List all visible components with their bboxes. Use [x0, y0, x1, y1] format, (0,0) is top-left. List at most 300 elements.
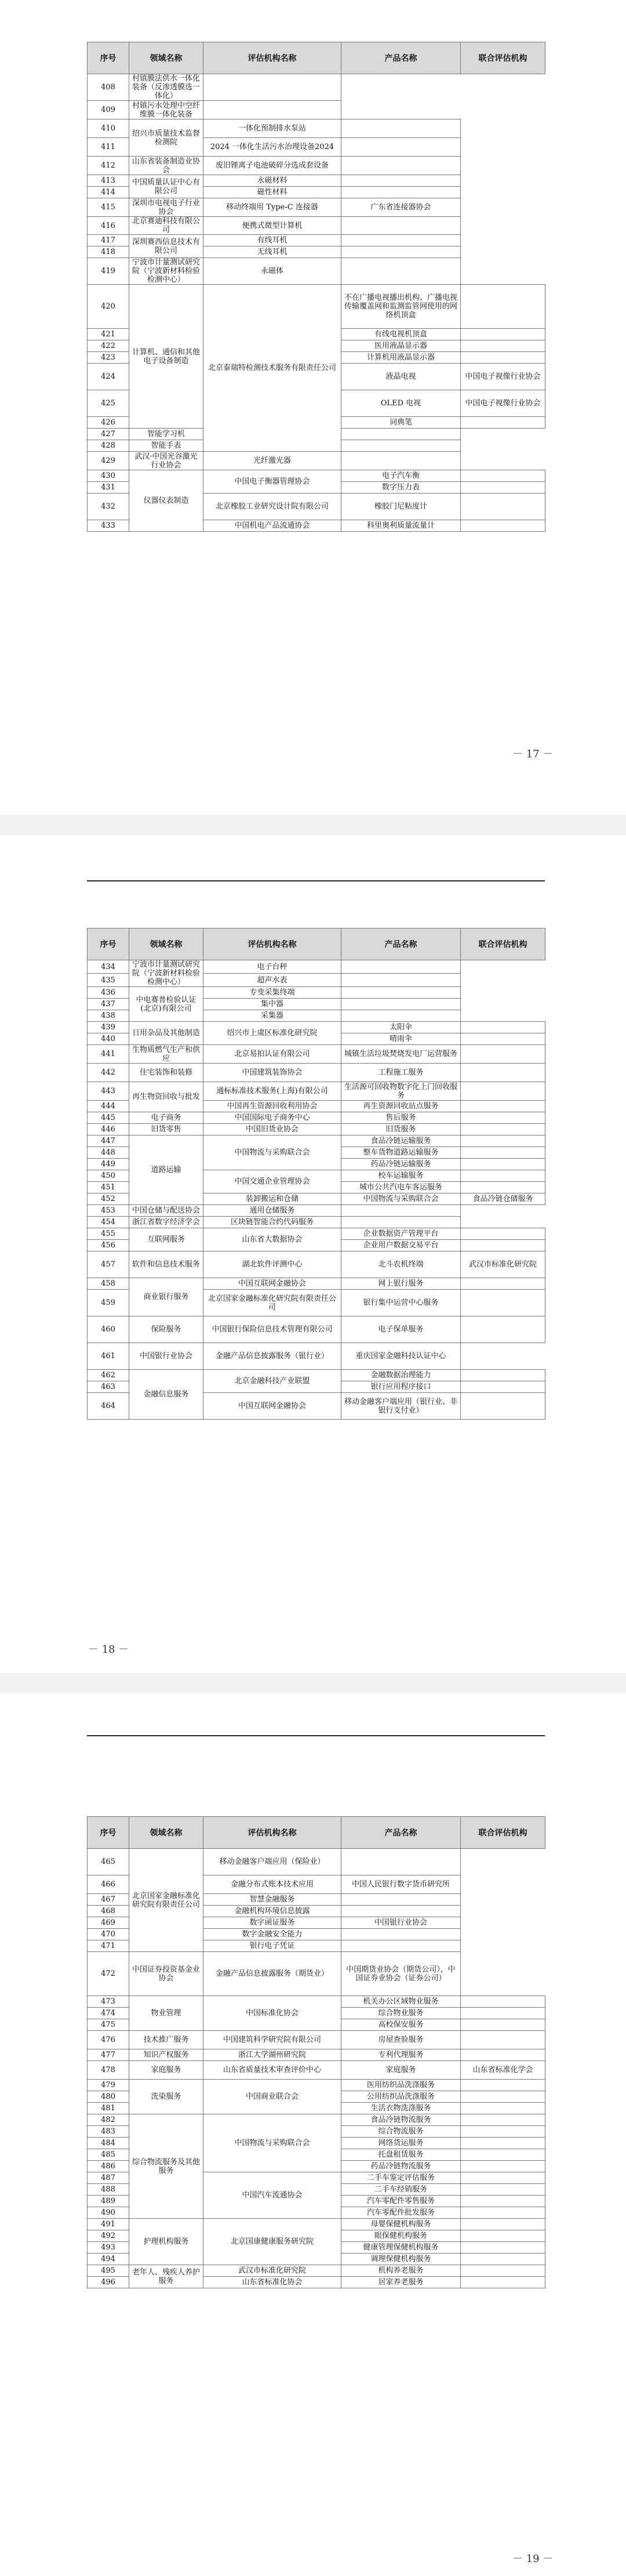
domain-cell: 商业银行服务 — [129, 1278, 203, 1316]
table-row — [88, 119, 545, 138]
header-agency: 评估机构名称 — [203, 42, 341, 74]
serial-number-cell: 436 — [88, 987, 129, 999]
product-cell: 调理保健机构服务 — [341, 2254, 461, 2265]
agency-cell: 北京国康健康服务研究院 — [203, 2219, 341, 2265]
header-joint-agency: 联合评估机构 — [461, 928, 545, 960]
agency-cell: 武汉·中国光谷激光行业协会 — [129, 452, 203, 470]
joint-agency-cell — [341, 999, 461, 1010]
table-row — [88, 1952, 545, 1996]
agency-cell: 中国银行业协会 — [129, 1343, 203, 1370]
serial-number-cell: 421 — [88, 329, 129, 340]
agency-cell: 浙江大学湖州研究院 — [203, 2049, 341, 2061]
agency-cell: 北京国家金融标准化研究院有限责任公司 — [203, 1290, 341, 1316]
serial-number-cell: 454 — [88, 1217, 129, 1228]
product-cell: 食品冷链物流服务 — [341, 2114, 461, 2126]
table-row — [88, 452, 545, 470]
product-cell: 机构养老服务 — [341, 2265, 461, 2277]
joint-agency-cell — [461, 2138, 545, 2149]
agency-cell: 北京金融科技产业联盟 — [203, 1370, 341, 1393]
product-cell: 便携式微型计算机 — [203, 217, 341, 235]
serial-number-cell: 459 — [88, 1290, 129, 1316]
product-cell: 网络货运服务 — [341, 2138, 461, 2149]
table-row — [88, 1022, 545, 1033]
product-cell: 医用纺织品洗涤服务 — [341, 2080, 461, 2091]
joint-agency-cell — [341, 974, 461, 987]
serial-number-cell: 423 — [88, 352, 129, 364]
table-body-p0 — [88, 74, 545, 532]
serial-number-cell: 424 — [88, 364, 129, 390]
joint-agency-cell — [461, 2126, 545, 2138]
joint-agency-cell — [341, 1205, 461, 1217]
joint-agency-cell — [461, 2031, 545, 2049]
agency-cell: 武汉市标准化研究院 — [203, 2265, 341, 2277]
joint-agency-cell — [341, 119, 461, 138]
joint-agency-cell — [461, 1045, 545, 1064]
serial-number-cell: 408 — [88, 74, 129, 101]
table-row — [88, 960, 545, 974]
product-cell: OLED 电视 — [341, 390, 461, 417]
serial-number-cell: 457 — [88, 1251, 129, 1278]
serial-number-cell: 416 — [88, 217, 129, 235]
page-17 — [0, 0, 626, 815]
serial-number-cell: 482 — [88, 2114, 129, 2126]
serial-number-cell: 477 — [88, 2049, 129, 2061]
agency-cell: 中国银行保险信息技术管理有限公司 — [203, 1316, 341, 1343]
domain-cell: 护理机构服务 — [129, 2219, 203, 2265]
joint-agency-cell — [461, 1228, 545, 1240]
serial-number-cell: 432 — [88, 494, 129, 520]
product-cell: 综合物流服务 — [341, 2126, 461, 2138]
table-row — [88, 470, 545, 482]
evaluation-table-page-17 — [87, 42, 545, 532]
table-row — [88, 1849, 545, 1875]
agency-cell: 中国物流与采购联合会 — [203, 2114, 341, 2172]
domain-cell: 住宅装饰和装修 — [129, 1064, 203, 1082]
serial-number-cell: 488 — [88, 2184, 129, 2196]
serial-number-cell: 431 — [88, 482, 129, 494]
joint-agency-cell: 中国银行业协会 — [341, 1917, 461, 1929]
agency-cell: 宁波市计量测试研究院（宁波新材料检验检测中心） — [129, 960, 203, 987]
joint-agency-cell — [461, 1159, 545, 1170]
table-row — [88, 1135, 545, 1147]
joint-agency-cell — [461, 1022, 545, 1033]
product-cell: 北斗农机终端 — [341, 1251, 461, 1278]
product-cell: 数字函证服务 — [203, 1917, 341, 1929]
agency-cell: 中国互联网金融协会 — [203, 1278, 341, 1290]
table-row — [88, 285, 545, 329]
product-cell: 采集器 — [203, 1010, 341, 1022]
product-cell: 一体化预制排水泵站 — [203, 119, 341, 138]
product-cell: 健康管理保健机构服务 — [341, 2242, 461, 2254]
table-row — [88, 2061, 545, 2080]
joint-agency-cell — [461, 2149, 545, 2161]
serial-number-cell: 437 — [88, 999, 129, 1010]
joint-agency-cell: 山东省标准化学会 — [461, 2061, 545, 2080]
product-cell: 光纤激光器 — [203, 452, 341, 470]
serial-number-cell: 476 — [88, 2031, 129, 2049]
table-row — [88, 1996, 545, 2008]
serial-number-cell: 429 — [88, 452, 129, 470]
product-cell: 金融数据治理能力 — [341, 1370, 461, 1381]
product-cell: 医用液晶显示器 — [341, 340, 461, 352]
agency-cell: 中国互联网金融协会 — [203, 1393, 341, 1420]
product-cell: 村镇污水处理中空纤维膜一体化装备 — [129, 101, 203, 119]
serial-number-cell: 467 — [88, 1894, 129, 1906]
product-cell: 永磁材料 — [203, 175, 341, 187]
serial-number-cell: 462 — [88, 1370, 129, 1381]
product-cell: 银行应用程序接口 — [341, 1381, 461, 1393]
serial-number-cell: 483 — [88, 2126, 129, 2138]
product-cell: 食品冷链仓储服务 — [461, 1193, 545, 1205]
product-cell: 晴雨伞 — [341, 1033, 461, 1045]
joint-agency-cell — [341, 235, 461, 246]
product-cell: 房屋查验服务 — [341, 2031, 461, 2049]
product-cell: 有线电视机顶盒 — [341, 329, 461, 340]
serial-number-cell: 440 — [88, 1033, 129, 1045]
joint-agency-cell — [461, 2008, 545, 2019]
joint-agency-cell — [461, 1182, 545, 1193]
agency-cell: 中国物流与采购联合会 — [341, 1193, 461, 1205]
joint-agency-cell — [461, 494, 545, 520]
serial-number-cell: 484 — [88, 2138, 129, 2149]
product-cell: 校车运输服务 — [341, 1170, 461, 1182]
serial-number-cell: 489 — [88, 2196, 129, 2207]
serial-number-cell: 469 — [88, 1917, 129, 1929]
product-cell: 综合物业服务 — [341, 2008, 461, 2019]
product-cell: 汽车零配件批发服务 — [341, 2207, 461, 2219]
table-row — [88, 2080, 545, 2091]
table-row — [88, 157, 545, 175]
joint-agency-cell — [461, 417, 545, 429]
joint-agency-cell — [203, 101, 341, 119]
domain-cell: 仪器仪表制造 — [129, 470, 203, 532]
domain-cell: 洗染服务 — [129, 2080, 203, 2114]
agency-cell: 通标标准技术服务(上海)有限公司 — [203, 1082, 341, 1101]
serial-number-cell: 411 — [88, 138, 129, 157]
table-row — [88, 1343, 545, 1370]
product-cell: 移动金融客户端应用（银行业、非银行支付业） — [341, 1393, 461, 1420]
table-row — [88, 1112, 545, 1124]
serial-number-cell: 438 — [88, 1010, 129, 1022]
joint-agency-cell — [461, 2230, 545, 2242]
product-cell: 智慧金融服务 — [203, 1894, 341, 1906]
header-product: 产品名称 — [341, 42, 461, 74]
table-row — [88, 258, 545, 285]
product-cell: 词典笔 — [341, 417, 461, 429]
serial-number-cell: 458 — [88, 1278, 129, 1290]
joint-agency-cell — [461, 2019, 545, 2031]
product-cell: 金融产品信息披露服务（期货业） — [203, 1952, 341, 1996]
product-cell: 橡胶门尼粘度计 — [341, 494, 461, 520]
joint-agency-cell: 中国电子视像行业协会 — [461, 364, 545, 390]
header-agency: 评估机构名称 — [203, 1817, 341, 1849]
table-row — [88, 74, 545, 101]
product-cell: 电子台秤 — [203, 960, 341, 974]
serial-number-cell: 492 — [88, 2230, 129, 2242]
product-cell: 村镇膜法供水一体化装备（反渗透膜选一体化） — [129, 74, 203, 101]
agency-cell: 深圳市电视电子行业协会 — [129, 198, 203, 217]
header-product: 产品名称 — [341, 1817, 461, 1849]
agency-cell: 绍兴市质量技术监督检测院 — [129, 119, 203, 157]
header-serial: 序号 — [88, 928, 129, 960]
joint-agency-cell — [461, 2184, 545, 2196]
agency-cell: 中国旧货业协会 — [203, 1124, 341, 1135]
serial-number-cell: 448 — [88, 1147, 129, 1159]
serial-number-cell: 495 — [88, 2265, 129, 2277]
table-header-row — [88, 928, 545, 960]
product-cell: 网上银行服务 — [341, 1278, 461, 1290]
joint-agency-cell — [203, 74, 341, 101]
serial-number-cell: 426 — [88, 417, 129, 429]
joint-agency-cell: 重庆国家金融科技认证中心 — [341, 1343, 461, 1370]
header-domain: 领域名称 — [129, 1817, 203, 1849]
domain-cell: 生物质燃气生产和供应 — [129, 1045, 203, 1064]
product-cell: 超声水表 — [203, 974, 341, 987]
joint-agency-cell — [341, 1217, 461, 1228]
domain-cell: 道路运输 — [129, 1135, 203, 1205]
agency-cell: 北京国家金融标准化研究院有限责任公司 — [129, 1849, 203, 1952]
serial-number-cell: 490 — [88, 2207, 129, 2219]
table-body-p2 — [88, 1849, 545, 2288]
agency-cell: 宁波市计量测试研究院（宁波新材料检验检测中心） — [129, 258, 203, 285]
joint-agency-cell — [461, 1101, 545, 1112]
joint-agency-cell — [461, 2196, 545, 2207]
joint-agency-cell — [341, 1849, 461, 1875]
joint-agency-cell — [341, 960, 461, 974]
serial-number-cell: 452 — [88, 1193, 129, 1205]
domain-cell: 老年人、残疾人养护服务 — [129, 2265, 203, 2288]
product-cell: 城镇生活垃圾焚烧发电厂运营服务 — [341, 1045, 461, 1064]
product-cell: 药品冷链物流服务 — [341, 2161, 461, 2172]
agency-cell: 中国机电产品流通协会 — [203, 520, 341, 532]
table-row — [88, 1370, 545, 1381]
product-cell: 旧货服务 — [341, 1124, 461, 1135]
product-cell: 高校保安服务 — [341, 2019, 461, 2031]
table-row — [88, 198, 545, 217]
product-cell: 液晶电视 — [341, 364, 461, 390]
serial-number-cell: 464 — [88, 1393, 129, 1420]
serial-number-cell: 463 — [88, 1381, 129, 1393]
agency-cell: 中国再生资源回收利用协会 — [203, 1101, 341, 1112]
joint-agency-cell — [461, 2091, 545, 2103]
product-cell: 区块链智能合约代码服务 — [203, 1217, 341, 1228]
joint-agency-cell — [341, 187, 461, 198]
joint-agency-cell — [341, 258, 461, 285]
joint-agency-cell — [461, 1381, 545, 1393]
serial-number-cell: 439 — [88, 1022, 129, 1033]
serial-number-cell: 456 — [88, 1240, 129, 1251]
product-cell: 金融机构环境信息披露 — [203, 1906, 341, 1917]
product-cell: 专利代理服务 — [341, 2049, 461, 2061]
product-cell: 集中器 — [203, 999, 341, 1010]
serial-number-cell: 422 — [88, 340, 129, 352]
joint-agency-cell — [341, 157, 461, 175]
serial-number-cell: 455 — [88, 1228, 129, 1240]
product-cell: 通用仓储服务 — [203, 1205, 341, 1217]
agency-cell: 山东省大数据协会 — [203, 1228, 341, 1251]
agency-cell: 中国标准化协会 — [203, 1996, 341, 2031]
agency-cell: 中国仓储与配送协会 — [129, 1205, 203, 1217]
domain-cell: 计算机、通信和其他电子设备制造 — [129, 285, 203, 429]
joint-agency-cell: 武汉市标准化研究院 — [461, 1251, 545, 1278]
agency-cell: 浙江省数字经济学会 — [129, 1217, 203, 1228]
product-cell: 汽车零配件零售服务 — [341, 2196, 461, 2207]
serial-number-cell: 460 — [88, 1316, 129, 1343]
table-row — [88, 1124, 545, 1135]
product-cell: 智能手表 — [129, 440, 203, 452]
product-cell: 工程施工服务 — [341, 1064, 461, 1082]
product-cell: 机关办公区域物业服务 — [341, 1996, 461, 2008]
serial-number-cell: 486 — [88, 2161, 129, 2172]
header-serial: 序号 — [88, 1817, 129, 1849]
domain-cell: 金融信息服务 — [129, 1370, 203, 1420]
header-joint-agency: 联合评估机构 — [461, 1817, 545, 1849]
joint-agency-cell — [461, 1124, 545, 1135]
serial-number-cell: 479 — [88, 2080, 129, 2091]
joint-agency-cell: 广东省连接器协会 — [341, 198, 461, 217]
header-domain: 领域名称 — [129, 928, 203, 960]
product-cell: 金融产品信息披露服务（银行业） — [203, 1343, 341, 1370]
serial-number-cell: 434 — [88, 960, 129, 974]
serial-number-cell: 474 — [88, 2008, 129, 2019]
table-body-p1 — [88, 960, 545, 1420]
serial-number-cell: 472 — [88, 1952, 129, 1996]
header-rule — [87, 880, 545, 881]
serial-number-cell: 468 — [88, 1906, 129, 1917]
serial-number-cell: 418 — [88, 246, 129, 258]
joint-agency-cell — [461, 340, 545, 352]
joint-agency-cell — [461, 2219, 545, 2230]
agency-cell: 深圳赛西信息技术有限公司 — [129, 235, 203, 258]
table-row — [88, 2265, 545, 2277]
joint-agency-cell — [461, 2265, 545, 2277]
table-row — [88, 1316, 545, 1343]
serial-number-cell: 485 — [88, 2149, 129, 2161]
joint-agency-cell — [461, 1170, 545, 1182]
joint-agency-cell — [341, 1906, 461, 1917]
domain-cell: 知识产权服务 — [129, 2049, 203, 2061]
serial-number-cell: 461 — [88, 1343, 129, 1370]
joint-agency-cell — [461, 2172, 545, 2184]
joint-agency-cell — [461, 352, 545, 364]
product-cell: 整车货物道路运输服务 — [341, 1147, 461, 1159]
joint-agency-cell — [461, 1370, 545, 1381]
joint-agency-cell — [461, 1064, 545, 1082]
product-cell: 无线耳机 — [203, 246, 341, 258]
serial-number-cell: 427 — [88, 429, 129, 440]
joint-agency-cell — [341, 217, 461, 235]
serial-number-cell: 496 — [88, 2277, 129, 2288]
joint-agency-cell — [341, 175, 461, 187]
serial-number-cell: 420 — [88, 285, 129, 329]
joint-agency-cell — [461, 1240, 545, 1251]
joint-agency-cell — [461, 285, 545, 329]
serial-number-cell: 419 — [88, 258, 129, 285]
domain-cell: 物业管理 — [129, 1996, 203, 2031]
serial-number-cell: 414 — [88, 187, 129, 198]
agency-cell: 山东省标准化协会 — [203, 2277, 341, 2288]
serial-number-cell: 447 — [88, 1135, 129, 1147]
joint-agency-cell: 中国电子视像行业协会 — [461, 390, 545, 417]
table-row — [88, 2031, 545, 2049]
product-cell: 二手车鉴定评估服务 — [341, 2172, 461, 2184]
product-cell: 废旧锂离子电池破碎分选成套设备 — [203, 157, 341, 175]
product-cell: 电子汽车衡 — [341, 470, 461, 482]
serial-number-cell: 435 — [88, 974, 129, 987]
joint-agency-cell — [461, 2049, 545, 2061]
domain-cell: 综合物流服务及其他服务 — [129, 2114, 203, 2219]
joint-agency-cell — [461, 1996, 545, 2008]
page-number: － 17 － — [512, 748, 554, 760]
joint-agency-cell — [461, 1033, 545, 1045]
joint-agency-cell: 中国期货业协会（期货公司），中国证券业协会（证券公司） — [341, 1952, 461, 1996]
product-cell: 托盘租赁服务 — [341, 2149, 461, 2161]
product-cell: 售后服务 — [341, 1112, 461, 1124]
joint-agency-cell — [341, 1940, 461, 1952]
agency-cell: 中国汽车流通协会 — [203, 2172, 341, 2219]
table-row — [88, 2049, 545, 2061]
serial-number-cell: 470 — [88, 1929, 129, 1940]
joint-agency-cell — [461, 1082, 545, 1101]
serial-number-cell: 493 — [88, 2242, 129, 2254]
table-row — [88, 101, 545, 119]
product-cell: 移动终端用 Type-C 连接器 — [203, 198, 341, 217]
joint-agency-cell — [461, 2114, 545, 2126]
table-row — [88, 987, 545, 999]
product-cell: 银行电子凭证 — [203, 1940, 341, 1952]
joint-agency-cell — [461, 1147, 545, 1159]
page-number: － 18 － — [88, 1643, 129, 1656]
agency-cell: 中国物流与采购联合会 — [203, 1135, 341, 1170]
serial-number-cell: 442 — [88, 1064, 129, 1082]
header-joint-agency: 联合评估机构 — [461, 42, 545, 74]
joint-agency-cell — [341, 452, 461, 470]
joint-agency-cell — [461, 2080, 545, 2091]
serial-number-cell: 473 — [88, 1996, 129, 2008]
product-cell: 移动金融客户端应用（保险业） — [203, 1849, 341, 1875]
product-cell: 食品冷链运输服务 — [341, 1135, 461, 1147]
agency-cell: 中国质量认证中心有限公司 — [129, 175, 203, 198]
joint-agency-cell — [341, 1010, 461, 1022]
agency-cell: 中国商业联合会 — [203, 2080, 341, 2114]
joint-agency-cell — [461, 482, 545, 494]
joint-agency-cell — [461, 1135, 545, 1147]
product-cell: 电子保单服务 — [341, 1316, 461, 1343]
joint-agency-cell — [461, 1316, 545, 1343]
header-serial: 序号 — [88, 42, 129, 74]
table-row — [88, 1228, 545, 1240]
serial-number-cell: 413 — [88, 175, 129, 187]
joint-agency-cell — [461, 2277, 545, 2288]
product-cell: 企业用户数据交易平台 — [341, 1240, 461, 1251]
domain-cell: 软件和信息技术服务 — [129, 1251, 203, 1278]
table-row — [88, 175, 545, 187]
page-19 — [0, 1693, 626, 2576]
domain-cell: 旧货零售 — [129, 1124, 203, 1135]
table-row — [88, 1045, 545, 1064]
table-header-row — [88, 42, 545, 74]
joint-agency-cell — [341, 1929, 461, 1940]
table-row — [88, 1082, 545, 1101]
product-cell: 城市公共汽电车客运服务 — [341, 1182, 461, 1193]
joint-agency-cell — [461, 1290, 545, 1316]
product-cell: 永磁体 — [203, 258, 341, 285]
table-row — [88, 2114, 545, 2126]
product-cell: 数字压力表 — [341, 482, 461, 494]
serial-number-cell: 465 — [88, 1849, 129, 1875]
joint-agency-cell — [341, 440, 461, 452]
domain-cell: 互联网服务 — [129, 1228, 203, 1251]
